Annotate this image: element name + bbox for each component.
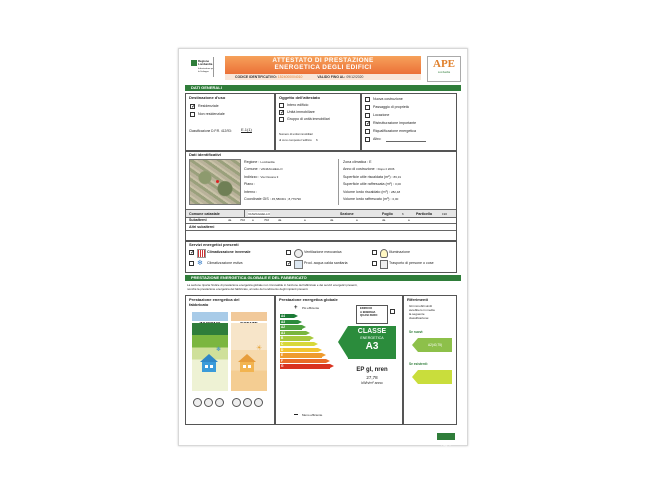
checkbox-ventilazione[interactable] [286, 250, 291, 255]
riferimenti-new-label: Se nuovi: [409, 330, 424, 334]
label-illuminazione: Illuminazione [389, 250, 410, 254]
riferimenti-existing-label: Se esistenti: [409, 362, 428, 366]
checkbox-non-residenziale[interactable] [190, 112, 195, 117]
smiley-icon [243, 398, 252, 407]
class-word: CLASSE [357, 328, 387, 335]
label-residenziale: Residenziale [198, 104, 219, 108]
label-ristrutturazione: Ristrutturazione importante [373, 121, 417, 125]
summer-label-box [231, 312, 267, 321]
smiley-icon [204, 398, 213, 407]
subalterno-cell: da [278, 217, 282, 222]
cadastral-foglio-value: 6 [402, 211, 404, 216]
radiator-icon [197, 249, 206, 258]
checkbox-clima-estiva[interactable] [189, 261, 194, 266]
checkbox-nuova-costruzione[interactable] [365, 97, 370, 102]
checkbox-intero-edificio[interactable] [279, 103, 284, 108]
region-logo-text: Regione Lombardia [198, 59, 213, 66]
performance-note-1: La sezione riporta l'indice di prestazione energetica globale non rinnovabile in funzione del fabbricato e dei servizi energetici presenti, [187, 283, 358, 287]
label-intero-edificio: Intero edificio [287, 103, 309, 107]
oggetto-note-value: 6 [316, 138, 318, 142]
section-general-bar: DATI GENERALI [185, 85, 461, 91]
id-regione: Regione : Lombardia [244, 160, 275, 164]
winter-house-icon [200, 354, 218, 372]
oggetto-note-line2: di cui è composto l'edificio: [279, 138, 313, 142]
globale-box [275, 295, 403, 425]
id-interno: Interno : [244, 189, 258, 194]
header-title-line2: ENERGETICA DEGLI EDIFICI [274, 64, 372, 71]
region-logo-icon [191, 60, 197, 66]
winter-label-box [192, 312, 228, 321]
identificativi-box [185, 151, 457, 241]
riferimenti-box [403, 295, 457, 425]
subalterno-cell: 702 [264, 217, 270, 222]
cadastral-particella-value: 190 [442, 211, 448, 216]
smiley-icon [215, 398, 224, 407]
fan-icon [294, 249, 303, 258]
ape-logo-sub: Lombardia [437, 71, 451, 74]
checkbox-gruppo-unita[interactable] [279, 117, 284, 122]
class-bar-a3: A3 [280, 320, 298, 324]
subalterno-cell: a [408, 217, 410, 222]
id-zona-climatica: Zona climatica : E [343, 160, 372, 164]
id-sup-raffrescata: Superficie utile raffrescata (m²) : 0,00 [343, 182, 401, 187]
faucet-icon [294, 260, 303, 269]
checkbox-ristrutturazione[interactable] [365, 121, 370, 126]
map-marker-icon [216, 180, 219, 183]
subalterno-cell: da [228, 217, 232, 222]
nzeb-line3: QUASI ZERO [360, 313, 378, 318]
label-unita-immobiliare: Unità immobiliare [287, 110, 315, 114]
checkbox-trasporto[interactable] [372, 261, 377, 266]
riferimenti-desc-line1: Gli immobili simili [409, 304, 432, 308]
smiley-icon [232, 398, 241, 407]
performance-note-2: nonché la prestazione energetica del fabbricato, al netto del rendimento degli impianti presenti. [187, 287, 309, 291]
label-trasporto: Trasporto di persone o cose [389, 261, 434, 265]
id-coordinate: Coordinate GIS : 45,580301 ; 8,779790 [244, 196, 301, 201]
nzeb-line2: A ENERGIA [360, 309, 376, 314]
altri-subalterni-label: Altri subalterni [189, 224, 215, 229]
region-sub-text: Infrastrutture per lo Sviluppo [198, 68, 215, 73]
subalterno-cell: da [330, 217, 334, 222]
aerial-map-image [189, 159, 241, 205]
riferimenti-title: Riferimenti [407, 297, 428, 302]
label-locazione: Locazione [373, 113, 390, 117]
id-sup-riscaldata: Superficie utile riscaldata (m²) : 86,31 [343, 174, 402, 179]
subalterno-cell: 702 [240, 217, 246, 222]
id-indirizzo: Indirizzo : Via Ossona 3 [244, 174, 279, 179]
oggetto-note-line1: Numero di unità immobiliari [279, 132, 313, 136]
altro-line [386, 141, 426, 142]
label-clima-estiva: Climatizzazione estiva [207, 261, 243, 265]
class-sub: ENERGETICA [360, 336, 384, 340]
checkbox-altro[interactable] [365, 137, 370, 142]
smiley-icon [254, 398, 263, 407]
section-performance-bar: PRESTAZIONE ENERGETICA GLOBALE E DEL FABBRICATO [185, 275, 461, 281]
code-label: CODICE IDENTIFICATIVO: [235, 75, 277, 79]
label-passaggio-proprieta: Passaggio di proprietà [373, 105, 409, 109]
ep-label: EP gl, nren [356, 367, 388, 373]
bulb-icon [380, 249, 388, 258]
oggetto-box [275, 93, 361, 151]
label-nuova-costruzione: Nuova costruzione [373, 97, 403, 101]
ep-box [348, 363, 396, 401]
class-bar-d: D [280, 348, 318, 352]
ep-unit: kWh/m² anno [361, 381, 383, 385]
riferimenti-desc-line2: avrebbero in media [409, 308, 435, 312]
classification-label: Classificazione D.P.R. 412/93: [189, 129, 232, 133]
more-efficient-icon: + [294, 305, 298, 311]
id-comune: Comune : VANZAGHELLO [244, 167, 283, 172]
less-efficient-label: Meno efficiente [302, 413, 323, 417]
class-value: A3 [365, 341, 379, 352]
snowflake-icon: ❄ [197, 260, 203, 267]
checkbox-acqua-calda[interactable] [286, 261, 291, 266]
elevator-icon [380, 260, 388, 269]
label-clima-invernale: Climatizzazione invernale [207, 250, 251, 254]
motivo-box [361, 93, 457, 151]
fabbricato-title-line1: Prestazione energetica del [189, 297, 240, 302]
valid-value: 09/12/2020 [346, 75, 364, 79]
class-bar-a1: A1 [280, 331, 306, 335]
checkbox-riqualificazione[interactable] [365, 129, 370, 134]
class-bar-g: G [280, 364, 330, 368]
certificate-page [178, 48, 468, 446]
cadastral-foglio-label: Foglio [382, 211, 393, 216]
label-gruppo-unita: Gruppo di unità immobiliari [287, 117, 330, 121]
label-ventilazione: Ventilazione meccanica [304, 250, 342, 254]
oggetto-title: Oggetto dell'attestato [279, 95, 320, 100]
checkbox-unita-immobiliare[interactable] [279, 110, 284, 115]
servizi-title: Servizi energetici presenti [189, 242, 239, 247]
altri-subalterni-row [186, 223, 456, 231]
class-bar-c: C [280, 342, 314, 346]
ape-logo-text: APE [433, 58, 455, 70]
checkbox-illuminazione[interactable] [372, 250, 377, 255]
header-title-line1: ATTESTATO DI PRESTAZIONE [272, 57, 374, 64]
riferimenti-desc-line3: la seguente [409, 312, 425, 316]
nzeb-line1: EDIFICIO [360, 306, 373, 311]
sun-icon: ☀ [256, 345, 263, 352]
cadastral-sezione-label: Sezione [340, 211, 354, 216]
header-title-box [225, 56, 421, 80]
identificativi-title: Dati identificativi [189, 152, 222, 157]
header-divider [213, 57, 214, 77]
label-riqualificazione: Riqualificazione energetica [373, 129, 416, 133]
subalterno-cell: a [252, 217, 254, 222]
id-anno-costruzione: Anno di costruzione : Dopo il 2006 [343, 167, 395, 172]
subalterni-label: Subalterni [189, 217, 207, 222]
smiley-icon [193, 398, 202, 407]
subalterni-cells [226, 216, 456, 223]
servizi-box [185, 241, 457, 273]
riferimenti-desc-line4: classificazione: [409, 316, 430, 320]
riferimenti-new-value: A2(40,75) [428, 343, 442, 347]
class-bar-a4: A4 [280, 314, 294, 318]
globale-title: Prestazione energetica globale [279, 297, 338, 302]
class-bar-a2: A2 [280, 325, 302, 329]
page-number-box [437, 433, 455, 447]
checkbox-clima-invernale[interactable] [189, 250, 194, 255]
class-arrow [348, 326, 396, 359]
less-efficient-icon [294, 414, 298, 415]
subalterno-cell: da [382, 217, 386, 222]
id-vol-riscaldato: Volume lordo riscaldato (m³) : 282,48 [343, 189, 401, 194]
page-number: Pag. 1 [441, 443, 451, 447]
cadastral-comune-value: VANZAGHELLO [248, 211, 270, 216]
fabbricato-box [185, 295, 275, 425]
id-piano: Piano : [244, 182, 256, 187]
snow-icon: ❄ [216, 347, 222, 353]
destinazione-box [185, 93, 275, 151]
more-efficient-label: Più efficiente [302, 306, 320, 310]
riferimenti-existing-arrow [418, 370, 452, 384]
riferimenti-new-arrow [418, 338, 452, 352]
subalterno-cell: a [304, 217, 306, 222]
region-logo [191, 59, 221, 77]
label-non-residenziale: Non residenziale [198, 112, 225, 116]
subalterno-cell: a [356, 217, 358, 222]
ep-value: 27,78 [366, 375, 378, 380]
checkbox-residenziale[interactable] [190, 104, 195, 109]
destinazione-title: Destinazione d'uso [189, 95, 226, 100]
checkbox-nzeb[interactable] [390, 309, 395, 314]
valid-label: VALIDO FINO AL: [317, 75, 346, 79]
class-bar-e: E [280, 353, 322, 357]
checkbox-passaggio-proprieta[interactable] [365, 105, 370, 110]
label-altro: Altro: [373, 137, 382, 141]
identificativi-divider [338, 159, 339, 205]
ape-logo [427, 56, 461, 82]
class-bar-b: B [280, 336, 310, 340]
cadastral-comune-label: Comune catastale [189, 211, 220, 216]
id-vol-raffrescato: Volume lordo raffrescato (m³) : 0,00 [343, 196, 399, 201]
class-bar-f: F [280, 359, 326, 363]
classification-value: E.1(1) [241, 127, 252, 132]
checkbox-locazione[interactable] [365, 113, 370, 118]
label-acqua-calda: Prod. acqua calda sanitaria [304, 261, 348, 265]
nzeb-box [356, 305, 388, 324]
summer-house-icon [238, 354, 256, 372]
cadastral-particella-label: Particella [416, 211, 432, 216]
code-value: 1524000004010 [277, 75, 303, 79]
fabbricato-title-line2: fabbricato [189, 302, 209, 307]
